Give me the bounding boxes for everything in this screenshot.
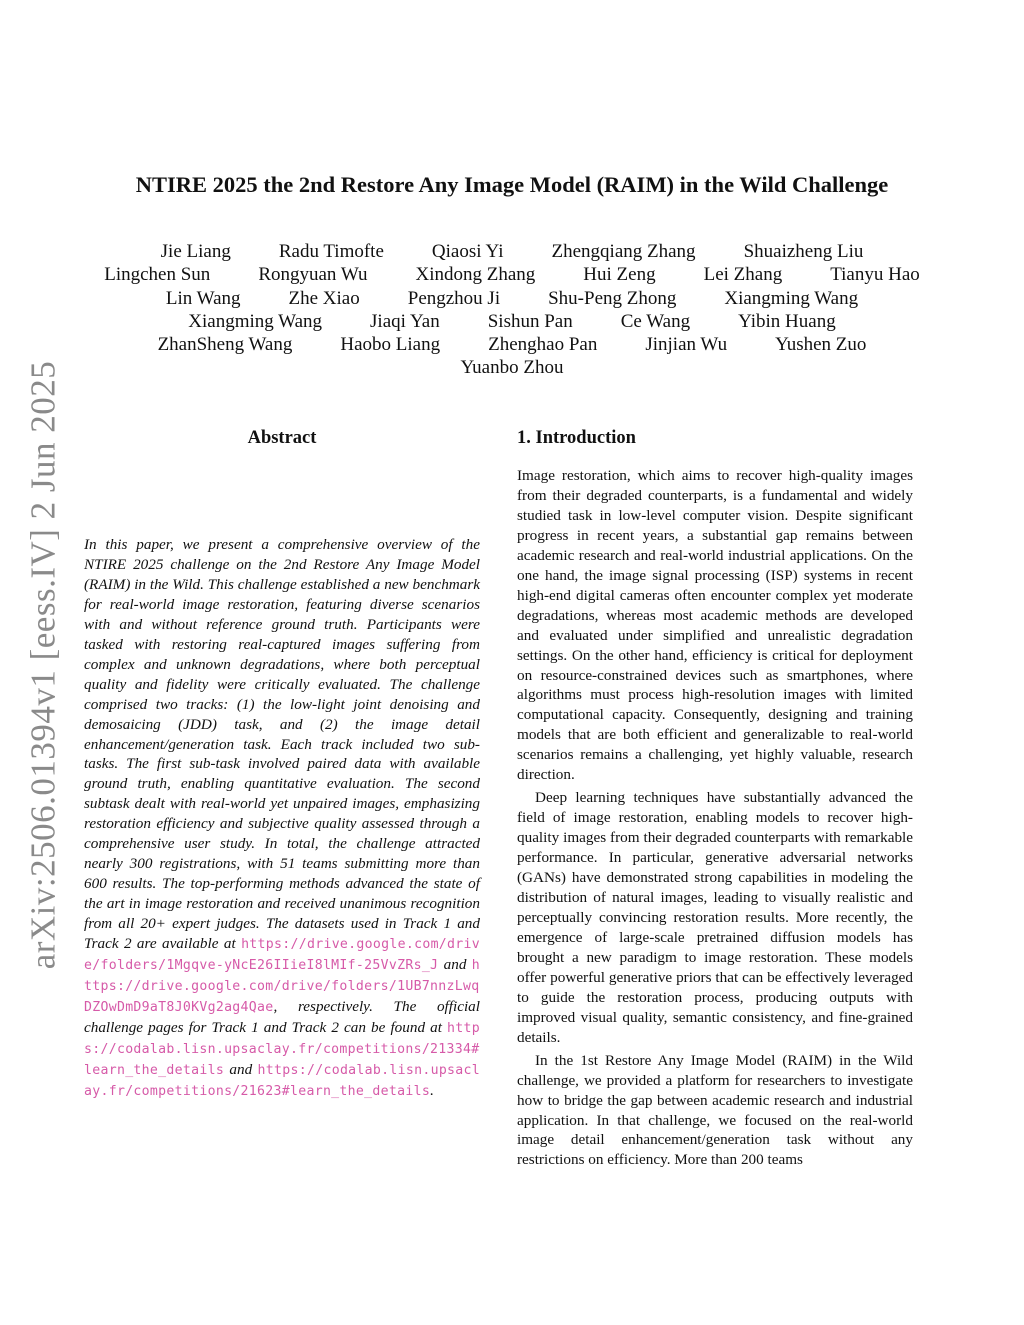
introduction-paragraph: Image restoration, which aims to recover high-quality images from their degraded counterparts, is a fundamental and widely studied task in low-level computer vision. Despite significant progress in recent years, a substantial gap remains between academic research and real-world industrial applications. On the one hand, the image signal processing (ISP) systems in recent high-end digital cameras often encounter complex yet moderate degradations, whereas most academic methods are developed and evaluated under simplified and unrealistic degradation settings. On the other hand, efficiency is critical for deployment on resource-constrained devices such as smartphones, where algorithms must process high-resolution images with limited computational capacity. Consequently, designing and training models that are both efficient and generalizable to real-world scenarios remains a challenging, yet highly valuable, research direction. <box>517 467 913 784</box>
author-name: Sishun Pan <box>487 310 573 332</box>
author-name: Lingchen Sun <box>104 264 211 286</box>
abstract-and: and <box>443 956 467 974</box>
arxiv-identifier-text: arXiv:2506.01394v1 [eess.IV] 2 Jun 2025 <box>23 360 62 970</box>
author-row <box>70 287 954 310</box>
author-name: Tianyu Hao <box>830 264 920 286</box>
dataset-link-track1[interactable]: https://drive.google.com/drive/folders/1Mgqve-yNcE26IIieI8lMIf-25VvZRs_J <box>84 937 481 974</box>
author-name: Haobo Liang <box>340 334 441 356</box>
author-name: Jie Liang <box>160 241 231 262</box>
abstract-heading: Abstract <box>247 428 317 448</box>
author-name: Lei Zhang <box>703 264 783 286</box>
author-name: Lin Wang <box>165 287 241 309</box>
author-name: Xiangming Wang <box>188 310 323 332</box>
author-name: Zhengqiang Zhang <box>551 241 696 262</box>
abstract-after-links: , respectively. The official challenge pages for Track 1 and Track 2 can be found at <box>84 997 480 1036</box>
dataset-link-track2[interactable]: https://drive.google.com/drive/folders/1UB7nnzLwqDZOwDmD9aT8J0KVg2ag4Qae <box>84 958 480 1015</box>
author-name: Zhe Xiao <box>288 287 360 309</box>
author-name: Yibin Huang <box>738 310 836 332</box>
abstract-and: and <box>229 1060 253 1078</box>
author-name: Xindong Zhang <box>415 264 536 286</box>
author-name: Shu-Peng Zhong <box>548 287 677 309</box>
author-name: Rongyuan Wu <box>258 264 368 286</box>
introduction-paragraph: In the 1st Restore Any Image Model (RAIM) in the Wild challenge, we provided a platform for researchers to investigate how to bridge the gap between academic research and industrial application. In that challenge, we focused on the real-world image detail enhancement/generation task without any restrictions on efficiency. More than 200 teams <box>517 1051 913 1169</box>
author-list <box>70 240 954 380</box>
author-name: Yushen Zuo <box>775 334 867 356</box>
introduction-column <box>517 426 913 1170</box>
abstract-column <box>84 426 480 1102</box>
author-name: Zhenghao Pan <box>488 334 598 356</box>
abstract-end: . <box>430 1081 434 1099</box>
author-name: Xiangming Wang <box>724 287 859 309</box>
author-row <box>70 263 954 286</box>
author-name: Jinjian Wu <box>645 334 728 356</box>
author-name: Qiaosi Yi <box>431 241 504 262</box>
author-row <box>70 333 954 356</box>
author-name: Yuanbo Zhou <box>460 357 564 379</box>
author-row <box>70 310 954 333</box>
abstract-text <box>84 535 480 1102</box>
author-name: Shuaizheng Liu <box>743 241 864 262</box>
introduction-heading: 1. Introduction <box>517 428 636 448</box>
challenge-link-track2[interactable]: https://codalab.lisn.upsaclay.fr/competitions/21623#learn_the_details <box>84 1062 481 1099</box>
paper-title: NTIRE 2025 the 2nd Restore Any Image Model (RAIM) in the Wild Challenge <box>135 172 889 197</box>
abstract-body: In this paper, we present a comprehensive overview of the NTIRE 2025 challenge on the 2nd Restore Any Image Model (RAIM) in the Wild. This challenge established a new benchmark for real-world image restoration, featuring diverse scenarios with and without reference ground truth. Participants were tasked with restoring real-captured images suffering from complex and unknown degradations, where both perceptual quality and fidelity were critically evaluated. The challenge comprised two tracks: (1) the low-light joint denoising and demosaicing (JDD) task, and (2) the image detail enhancement/generation task. Each track included two sub-tasks. The first sub-task involved paired data with available ground truth, enabling quantitative evaluation. The second subtask dealt with real-world yet unpaired images, emphasizing restoration efficiency and subjective quality assessed through a comprehensive user study. In total, the challenge attracted nearly 300 registrations, with 51 teams submitting more than 600 results. The top-performing methods advanced the state of the art in image restoration and received unanimous recognition from all 20+ expert judges. The datasets used in Track 1 and Track 2 are available at <box>84 536 480 953</box>
author-row <box>70 356 954 379</box>
author-name: Radu Timofte <box>278 241 384 262</box>
author-name: Hui Zeng <box>583 264 656 286</box>
author-name: ZhanSheng Wang <box>157 334 293 356</box>
author-name: Ce Wang <box>620 310 691 332</box>
author-name: Jiaqi Yan <box>370 310 440 332</box>
arxiv-identifier <box>18 360 68 970</box>
author-name: Pengzhou Ji <box>407 287 501 309</box>
author-row <box>70 240 954 263</box>
introduction-paragraph: Deep learning techniques have substantially advanced the field of image restoration, enabling models to recover high-quality images from their degraded counterparts with remarkable performance. In particular, generative adversarial networks (GANs) have demonstrated strong capabilities in modeling the distribution of natural images, leading to visually realistic and perceptually convincing restoration results. More recently, the emergence of large-scale pretrained diffusion models has brought a new paradigm to image restoration. These models offer powerful generative priors that can be effectively leveraged to guide the restoration process, producing outputs with improved visual quality, semantic consistency, and fine-grained details. <box>517 789 913 1046</box>
challenge-link-track1[interactable]: https://codalab.lisn.upsaclay.fr/competitions/21334#learn_the_details <box>84 1020 480 1078</box>
